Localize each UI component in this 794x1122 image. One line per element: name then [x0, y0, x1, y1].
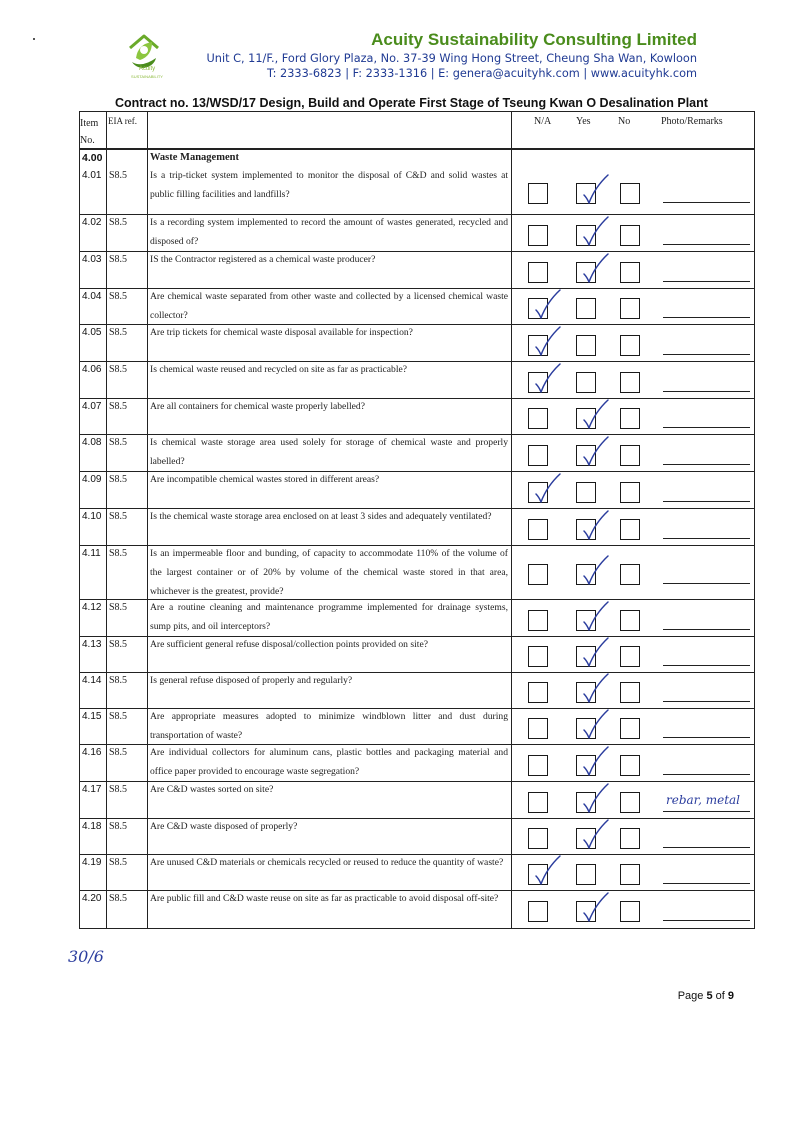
checkmark-icon	[578, 435, 612, 469]
checkbox-na[interactable]	[528, 646, 548, 667]
checkbox-no[interactable]	[620, 718, 640, 739]
checkbox-no[interactable]	[620, 445, 640, 466]
eia-ref: S8.5	[109, 511, 128, 522]
checkbox-no[interactable]	[620, 262, 640, 283]
checkmark-icon	[530, 362, 564, 396]
question-text: Are trip tickets for chemical waste disposal available for inspection?	[150, 327, 413, 338]
checkmark-icon	[578, 509, 612, 543]
remarks-line[interactable]	[663, 244, 750, 245]
checkbox-no[interactable]	[620, 755, 640, 776]
eia-ref: S8.5	[109, 711, 128, 722]
checkbox-yes[interactable]	[576, 864, 596, 885]
checkbox-na[interactable]	[528, 901, 548, 922]
checkbox-no[interactable]	[620, 372, 640, 393]
checkbox-no[interactable]	[620, 335, 640, 356]
item-number: 4.11	[82, 548, 101, 559]
eia-ref: S8.5	[109, 602, 128, 613]
item-number: 4.14	[82, 675, 102, 686]
logo-text: Acuity	[138, 66, 156, 72]
question-text: IS the Contractor registered as a chemical waste producer?	[150, 254, 376, 265]
item-number: 4.02	[82, 217, 102, 228]
checkbox-na[interactable]	[528, 519, 548, 540]
item-number: 4.05	[82, 327, 102, 338]
item-number: 4.19	[82, 857, 102, 868]
checkbox-na[interactable]	[528, 408, 548, 429]
item-number: 4.06	[82, 364, 102, 375]
checkbox-no[interactable]	[620, 519, 640, 540]
checkmark-icon	[578, 636, 612, 670]
question-text: Is the chemical waste storage area enclosed on at least 3 sides and adequately ventilated?	[150, 511, 492, 522]
company-name: Acuity Sustainability Consulting Limited	[371, 30, 697, 49]
page-current: 5	[706, 990, 713, 1002]
question-text: Are individual collectors for aluminum cans, plastic bottles and packaging material and office paper provided to encourage waste segregation?	[150, 747, 508, 777]
checkmark-icon	[530, 325, 564, 359]
checkbox-yes[interactable]	[576, 298, 596, 319]
item-number: 4.03	[82, 254, 102, 265]
question-text: Are a routine cleaning and maintenance programme implemented for drainage systems, sump pits, and oil interceptors?	[150, 602, 508, 632]
remarks-line[interactable]	[663, 583, 750, 584]
eia-ref: S8.5	[109, 170, 128, 181]
eia-ref: S8.5	[109, 548, 128, 559]
checkbox-no[interactable]	[620, 646, 640, 667]
remarks-line[interactable]	[663, 920, 750, 921]
checkbox-na[interactable]	[528, 262, 548, 283]
eia-ref: S8.5	[109, 639, 128, 650]
eia-ref: S8.5	[109, 857, 128, 868]
col-divider	[147, 111, 148, 929]
question-text: Are sufficient general refuse disposal/collection points provided on site?	[150, 639, 428, 650]
checkbox-no[interactable]	[620, 610, 640, 631]
remark-text: rebar, metal	[666, 793, 741, 807]
header-eia-ref: EIA ref.	[108, 116, 137, 126]
checkmark-icon	[578, 782, 612, 816]
question-text: Are chemical waste separated from other waste and collected by a licensed chemical waste collector?	[150, 291, 508, 321]
checkbox-no[interactable]	[620, 225, 640, 246]
checkmark-icon	[578, 672, 612, 706]
logo-subtext: SUSTAINABILITY	[131, 74, 163, 79]
item-number: 4.20	[82, 893, 102, 904]
question-text: Are C&D waste disposed of properly?	[150, 821, 298, 832]
checkmark-icon	[578, 891, 612, 925]
handwritten-note: 30/6	[68, 947, 104, 966]
checkbox-no[interactable]	[620, 183, 640, 204]
header-no: No	[618, 116, 631, 127]
question-text: Is chemical waste reused and recycled on site as far as practicable?	[150, 364, 408, 375]
checkmark-icon	[578, 708, 612, 742]
eia-ref: S8.5	[109, 784, 128, 795]
checkmark-icon	[530, 472, 564, 506]
eia-ref: S8.5	[109, 437, 128, 448]
checkbox-na[interactable]	[528, 792, 548, 813]
eia-ref: S8.5	[109, 474, 128, 485]
eia-ref: S8.5	[109, 327, 128, 338]
checkbox-no[interactable]	[620, 408, 640, 429]
item-number: 4.13	[82, 639, 102, 650]
remarks-line[interactable]	[663, 501, 750, 502]
remarks-line[interactable]	[663, 811, 750, 812]
checkmark-icon	[578, 818, 612, 852]
header-item: Item	[80, 118, 99, 129]
page-of: of	[712, 990, 728, 1002]
checkbox-na[interactable]	[528, 183, 548, 204]
section-number: 4.00	[82, 152, 103, 164]
eia-ref: S8.5	[109, 217, 128, 228]
eia-ref: S8.5	[109, 747, 128, 758]
question-text: Is a trip-ticket system implemented to monitor the disposal of C&D and solid wastes at public filling facilities and landfills?	[150, 170, 508, 200]
checkbox-no[interactable]	[620, 901, 640, 922]
eia-ref: S8.5	[109, 675, 128, 686]
company-address: Unit C, 11/F., Ford Glory Plaza, No. 37-39 Wing Hong Street, Cheung Sha Wan, Kowloon	[206, 52, 697, 65]
remarks-line[interactable]	[663, 847, 750, 848]
item-number: 4.09	[82, 474, 102, 485]
item-number: 4.15	[82, 711, 102, 722]
eia-ref: S8.5	[109, 364, 128, 375]
checkmark-icon	[578, 554, 612, 588]
remarks-line[interactable]	[663, 883, 750, 884]
question-text: Are unused C&D materials or chemicals recycled or reused to reduce the quantity of waste?	[150, 857, 504, 868]
question-text: Is chemical waste storage area used solely for storage of chemical waste and properly labelled?	[150, 437, 508, 467]
question-text: Are incompatible chemical wastes stored in different areas?	[150, 474, 380, 485]
logo-caption	[112, 66, 182, 80]
checkbox-yes[interactable]	[576, 335, 596, 356]
question-text: Are appropriate measures adopted to minimize windblown litter and dust during transportation of waste?	[150, 711, 508, 741]
checkbox-no[interactable]	[620, 482, 640, 503]
col-divider	[106, 111, 107, 929]
remarks-line[interactable]	[663, 202, 750, 203]
remarks-line[interactable]	[663, 317, 750, 318]
item-number: 4.12	[82, 602, 102, 613]
question-text: Are C&D wastes sorted on site?	[150, 784, 274, 795]
item-number: 4.08	[82, 437, 102, 448]
item-number: 4.04	[82, 291, 102, 302]
checkmark-icon	[578, 600, 612, 634]
item-number: 4.01	[82, 170, 102, 181]
eia-ref: S8.5	[109, 291, 128, 302]
remarks-line[interactable]	[663, 737, 750, 738]
checkmark-icon	[530, 854, 564, 888]
question-text: Is general refuse disposed of properly and regularly?	[150, 675, 353, 686]
checkbox-no[interactable]	[620, 828, 640, 849]
section-title: Waste Management	[150, 152, 239, 163]
item-number: 4.18	[82, 821, 102, 832]
checkbox-yes[interactable]	[576, 482, 596, 503]
remarks-line[interactable]	[663, 281, 750, 282]
header-na: N/A	[534, 116, 552, 127]
eia-ref: S8.5	[109, 401, 128, 412]
checkbox-na[interactable]	[528, 610, 548, 631]
checkmark-icon	[578, 215, 612, 249]
company-contact: T: 2333-6823 | F: 2333-1316 | E: genera@acuityhk.com | www.acuityhk.com	[266, 67, 697, 80]
checkbox-no[interactable]	[620, 682, 640, 703]
question-text: Are all containers for chemical waste properly labelled?	[150, 401, 365, 412]
checkbox-na[interactable]	[528, 755, 548, 776]
header-remarks: Photo/Remarks	[661, 116, 723, 127]
checkbox-na[interactable]	[528, 564, 548, 585]
page-total: 9	[727, 990, 734, 1002]
checkbox-na[interactable]	[528, 718, 548, 739]
checkbox-na[interactable]	[528, 445, 548, 466]
checkbox-no[interactable]	[620, 564, 640, 585]
checkmark-icon	[578, 745, 612, 779]
checkbox-no[interactable]	[620, 298, 640, 319]
remarks-line[interactable]	[663, 701, 750, 702]
remarks-line[interactable]	[663, 774, 750, 775]
checkbox-no[interactable]	[620, 864, 640, 885]
scan-mark	[33, 38, 35, 40]
checkbox-no[interactable]	[620, 792, 640, 813]
contract-title: Contract no. 13/WSD/17 Design, Build and Operate First Stage of Tseung Kwan O Desalination Plant	[115, 96, 708, 110]
remarks-line[interactable]	[663, 665, 750, 666]
remarks-line[interactable]	[663, 354, 750, 355]
question-text: Is a recording system implemented to record the amount of wastes generated, recycled and disposed of?	[150, 217, 508, 247]
eia-ref: S8.5	[109, 821, 128, 832]
checkmark-icon	[530, 288, 564, 322]
remarks-line[interactable]	[663, 629, 750, 630]
checkmark-icon	[578, 398, 612, 432]
item-number: 4.16	[82, 747, 102, 758]
eia-ref: S8.5	[109, 254, 128, 265]
checkmark-icon	[578, 252, 612, 286]
header-yes: Yes	[576, 116, 591, 127]
question-text: Is an impermeable floor and bunding, of capacity to accommodate 110% of the volume of the largest container or of 20% by volume of the chemical waste stored in that area, whichever is the greatest, provide?	[150, 548, 508, 597]
checkbox-na[interactable]	[528, 682, 548, 703]
page-number	[678, 990, 734, 1002]
remarks-line[interactable]	[663, 391, 750, 392]
remarks-line[interactable]	[663, 538, 750, 539]
remarks-line[interactable]	[663, 427, 750, 428]
eia-ref: S8.5	[109, 893, 128, 904]
checkbox-na[interactable]	[528, 828, 548, 849]
checkmark-icon	[578, 173, 612, 207]
col-divider	[511, 111, 512, 929]
question-text: Are public fill and C&D waste reuse on site as far as practicable to avoid disposal off-site?	[150, 893, 499, 904]
checkbox-yes[interactable]	[576, 372, 596, 393]
header-item-no: No.	[80, 135, 95, 146]
item-number: 4.10	[82, 511, 102, 522]
page-prefix: Page	[677, 990, 707, 1002]
remarks-line[interactable]	[663, 464, 750, 465]
checkbox-na[interactable]	[528, 225, 548, 246]
item-number: 4.17	[82, 784, 102, 795]
item-number: 4.07	[82, 401, 102, 412]
